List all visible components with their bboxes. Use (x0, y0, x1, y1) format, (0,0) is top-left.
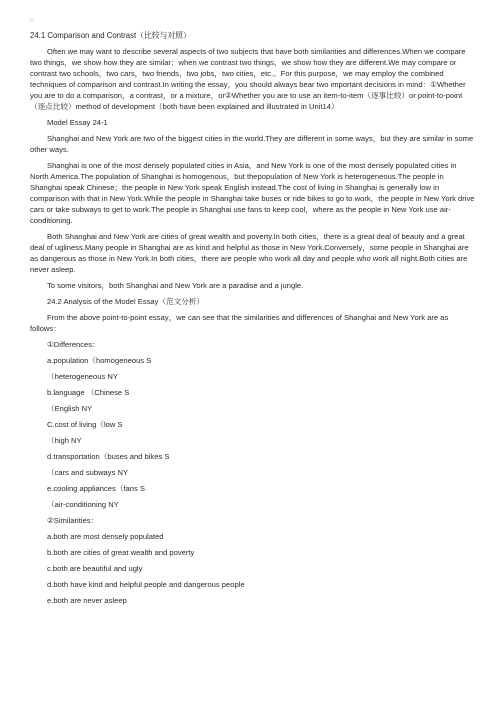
essay-paragraph-2: Shanghai is one of the most densely populated cities in Asia，and New York is one of the most densely populated cities in North America.The population of Shanghai is homogenous，but thepopulation of New York is heterogeneous.The people in Shanghai speak Chinese；the people in New York speak English instead.The cost of living in Shanghai is generally low in comparison with that in New York.While the people in Shanghai take buses or ride bikes to go to work，the people in New York drive cars or take subways to get to work.The people in Shanghai use fans to keep cool，where as the people in New York use air-conditioning. (30, 161, 475, 225)
intro-paragraph: Often we may want to describe several aspects of two subjects that have both similarities and differences.When we compare two things，we show how they are similar；when we contrast two things，we show how they are different.We may compare or contrast two schools，two cars，two friends，two jobs，two cities，etc.。For this purpose，we may employ the combined techniques of comparison and contrast.In writing the essay，you should always bear two important decisions in mind：①Whether you are to do a comparison，a contrast，or a mixture，or②Whether you are to use an item-to-item（逐事比较）or point-to-point（逐点比较）method of development（both have been explained and illustrated in Unit14） (30, 47, 466, 111)
difference-newyork: （high NY (47, 436, 82, 445)
essay-paragraph-1: Shanghai and New York are two of the biggest cities in the world.They are different in some ways，but they are similar in some other ways. (30, 134, 474, 154)
difference-shanghai: a.population（homogeneous S (47, 356, 152, 365)
essay-label: Model Essay 24-1 (47, 118, 108, 127)
difference-shanghai: b.language （Chinese S (47, 388, 130, 397)
difference-shanghai: e.cooling appliances（fans S (47, 484, 145, 493)
difference-shanghai: C.cost of living（low S (47, 420, 123, 429)
essay-paragraph-4: To some visitors，both Shanghai and New York are a paradise and a jungle. (47, 281, 304, 290)
corner-mark: □ (30, 18, 34, 24)
section-title: 24.1 Comparison and Contrast（比较与对照） (30, 31, 191, 40)
analysis-title: 24.2 Analysis of the Model Essay（范文分析） (47, 297, 204, 306)
similarity-item: b.both are cities of great wealth and poverty (47, 548, 195, 557)
essay-paragraph-3: Both Shanghai and New York are cities of great wealth and poverty.In both cities，there is a great deal of beauty and a great deal of ugliness.Many people in Shanghai are as kind and helpful as those in New York.Conversely，some people in Shanghai are as dangerous as those in New York.In both cities，there are people who work all day and people who work all night.Both cities are never asleep. (30, 232, 469, 274)
analysis-intro: From the above point-to-point essay，we can see that the similarities and differences of Shanghai and New York are as follows： (30, 313, 449, 333)
similarities-heading: ②Similarities： (47, 516, 99, 525)
difference-newyork: （air-conditioning NY (47, 500, 119, 509)
difference-newyork: （English NY (47, 404, 93, 413)
similarity-item: c.both are beautiful and ugly (47, 564, 143, 573)
similarity-item: e.both are never asleep (47, 596, 127, 605)
difference-shanghai: d.transportation（buses and bikes S (47, 452, 170, 461)
differences-heading: ①Differences： (47, 340, 100, 349)
document-body (30, 30, 477, 611)
difference-newyork: （cars and subways NY (47, 468, 129, 477)
similarity-item: d.both have kind and helpful people and dangerous people (47, 580, 245, 589)
difference-newyork: （heterogeneous NY (47, 372, 118, 381)
similarity-item: a.both are most densely populated (47, 532, 164, 541)
